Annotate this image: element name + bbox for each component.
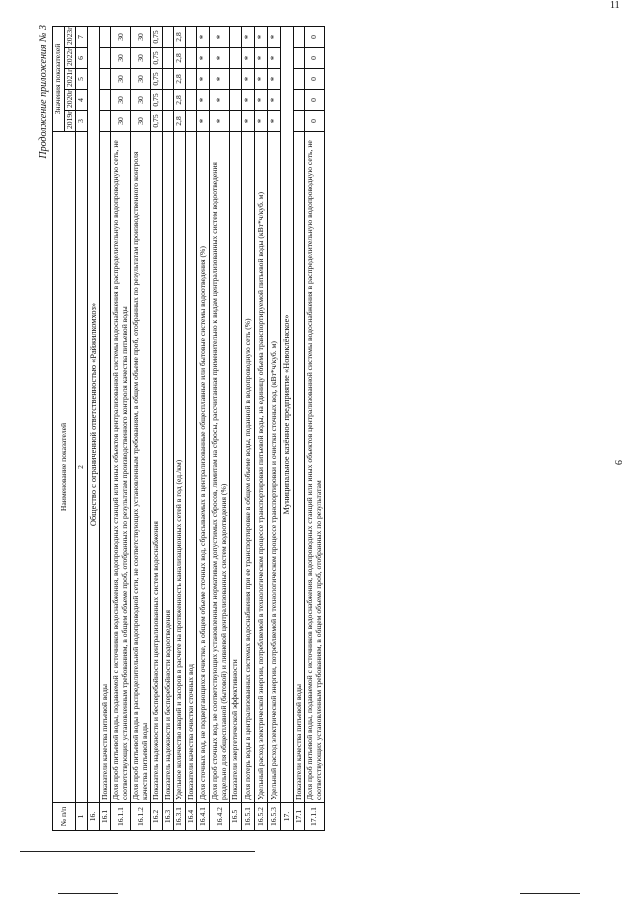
year-header: 2020г (64, 90, 76, 111)
row-value: 0,75 (151, 111, 163, 132)
row-number: 16.1.1 (111, 803, 131, 831)
row-value: 30 (131, 69, 151, 90)
row-value (230, 111, 242, 132)
row-value (185, 111, 197, 132)
row-name: Удельный расход электрической энергии, потребляемой в технологическом процессе транспортировки и очистки сточных вод, (кВт*ч/куб. м) (268, 132, 281, 803)
row-name: Доля проб питьевой воды в распределительной водопроводной сети, не соответствующих установленным требованиям, в общем объеме проб, отобранных по результатам производственного контроля качества питьевой воды (131, 132, 151, 803)
row-value: 0 (305, 27, 325, 48)
indicators-table (52, 26, 325, 831)
row-value: 30 (111, 48, 131, 69)
row-value: * (241, 48, 254, 69)
edge-mark: 11 (610, 0, 620, 11)
table-row (197, 27, 210, 831)
column-number: 1 (76, 803, 88, 831)
column-number: 3 (76, 111, 88, 132)
table-row (293, 27, 305, 831)
row-value: * (197, 69, 210, 90)
row-number: 16.3.1 (174, 803, 186, 831)
row-value (99, 48, 111, 69)
row-value (185, 27, 197, 48)
row-value: * (197, 111, 210, 132)
header-num: № п/п (53, 803, 76, 831)
row-value (293, 48, 305, 69)
row-value: 30 (131, 27, 151, 48)
group-number: 16. (87, 803, 99, 831)
page-number: 9 (612, 460, 623, 465)
row-number: 16.5.2 (255, 803, 268, 831)
table-row (131, 27, 151, 831)
row-name: Доля проб питьевой воды, подаваемой с источников водоснабжения, водопроводных станций или иных объектов централизованной системы водоснабжения в распределительную водопроводную сеть, не соответствующих установленным требованиям, в общем объеме проб, отобранных по результатам (305, 132, 325, 803)
table-row (268, 27, 281, 831)
row-name: Удельный расход электрической энергии, потребляемой в технологическом процессе транспортировки питьевой воды, на единицу объема транспортируемой питьевой воды (кВт*ч/куб. м) (255, 132, 268, 803)
row-name: Показатели качества питьевой воды (99, 132, 111, 803)
column-number: 4 (76, 90, 88, 111)
row-value: * (241, 69, 254, 90)
row-value: * (268, 48, 281, 69)
row-value (230, 69, 242, 90)
row-value: 30 (111, 90, 131, 111)
row-value (185, 48, 197, 69)
row-name: Показатели энергетической эффективности (230, 132, 242, 803)
row-value: 30 (111, 27, 131, 48)
row-value: * (255, 69, 268, 90)
column-number: 7 (76, 27, 88, 48)
row-value: 0 (305, 111, 325, 132)
row-value (293, 27, 305, 48)
header-name: Наименование показателей (53, 132, 76, 803)
table-row (185, 27, 197, 831)
row-value: 2,8 (174, 48, 186, 69)
row-value: 30 (111, 69, 131, 90)
row-value: 0,75 (151, 48, 163, 69)
row-value: 0,75 (151, 90, 163, 111)
row-value: * (197, 27, 210, 48)
row-value (230, 48, 242, 69)
row-number: 16.1.2 (131, 803, 151, 831)
row-name: Показатель надежности и бесперебойности водоотведения (162, 132, 174, 803)
row-value (230, 90, 242, 111)
row-value: * (210, 27, 230, 48)
column-number: 2 (76, 132, 88, 803)
table-row (210, 27, 230, 831)
row-value (99, 69, 111, 90)
row-value: 0 (305, 90, 325, 111)
row-number: 16.3 (162, 803, 174, 831)
row-value (99, 90, 111, 111)
row-value (162, 69, 174, 90)
row-value: * (241, 27, 254, 48)
row-value (185, 69, 197, 90)
row-value: * (268, 90, 281, 111)
header-note: Продолжение приложения № 3 (38, 25, 49, 159)
row-value: 0 (305, 69, 325, 90)
group-title: Общество с ограниченной ответственностью «Райжилкомхоз» (87, 27, 99, 803)
row-value (293, 111, 305, 132)
row-name: Доля проб сточных вод, не соответствующих установленным нормативам допустимых сбросов, лимитам на сбросы, рассчитанная применительно к видам централизованных систем водоотведения раздельно для общесплавной (бытовой) и ливневой централизованных систем водоотведения (%) (210, 132, 230, 803)
table-row (99, 27, 111, 831)
row-value: 0 (305, 48, 325, 69)
row-value (185, 90, 197, 111)
row-number: 17.1 (293, 803, 305, 831)
row-value (293, 69, 305, 90)
row-number: 16.1 (99, 803, 111, 831)
row-number: 16.4.1 (197, 803, 210, 831)
row-value (293, 90, 305, 111)
row-value: * (255, 27, 268, 48)
row-value (162, 27, 174, 48)
row-value (99, 111, 111, 132)
table-row (174, 27, 186, 831)
row-value: 30 (131, 48, 151, 69)
table-row (151, 27, 163, 831)
row-value: 2,8 (174, 90, 186, 111)
row-number: 16.5.3 (268, 803, 281, 831)
table-row (255, 27, 268, 831)
column-number: 5 (76, 69, 88, 90)
row-value (99, 27, 111, 48)
row-value (162, 48, 174, 69)
row-value: * (197, 90, 210, 111)
row-value: 2,8 (174, 69, 186, 90)
row-value: 2,8 (174, 111, 186, 132)
row-name: Удельное количество аварий и засоров в расчете на протяженность канализационных сетей в год (ед./км) (174, 132, 186, 803)
row-name: Показатель надежности и бесперебойности централизованных систем водоснабжения (151, 132, 163, 803)
row-value: 30 (131, 90, 151, 111)
group-row (281, 27, 293, 831)
row-value: * (255, 90, 268, 111)
row-value: 0,75 (151, 69, 163, 90)
row-value (162, 90, 174, 111)
row-number: 16.2 (151, 803, 163, 831)
row-name: Доля сточных вод, не подвергающихся очистке, в общем объеме сточных вод, сбрасываемых в централизованные общесплавные или бытовые системы водоотведения (%) (197, 132, 210, 803)
row-value: * (210, 48, 230, 69)
year-header: 2021г (64, 69, 76, 90)
row-value: * (241, 111, 254, 132)
row-name: Доля потерь воды в централизованных системах водоснабжения при ее транспортировке в общем объеме воды, поданной в водопроводную сеть (%) (241, 132, 254, 803)
row-value: * (255, 48, 268, 69)
row-value: 30 (111, 111, 131, 132)
table-row (162, 27, 174, 831)
row-value: 2,8 (174, 27, 186, 48)
row-value: * (210, 90, 230, 111)
table-row (111, 27, 131, 831)
row-value: * (255, 111, 268, 132)
row-value: * (268, 111, 281, 132)
row-value: * (197, 48, 210, 69)
table-row (230, 27, 242, 831)
row-name: Показатели качества питьевой воды (293, 132, 305, 803)
row-value: * (210, 111, 230, 132)
row-value: 30 (131, 111, 151, 132)
year-header: 2019г (64, 111, 76, 132)
table-row (305, 27, 325, 831)
row-value: * (210, 69, 230, 90)
row-value: * (268, 27, 281, 48)
row-value (230, 27, 242, 48)
row-name: Показатели качества очистки сточных вод (185, 132, 197, 803)
group-title: Муниципальное казённое предприятие «Новоклёнское» (281, 27, 293, 803)
row-number: 16.4 (185, 803, 197, 831)
row-value: * (268, 69, 281, 90)
group-row (87, 27, 99, 831)
year-header: 2023г (64, 27, 76, 48)
table-row (241, 27, 254, 831)
row-number: 17.1.1 (305, 803, 325, 831)
row-value (162, 111, 174, 132)
column-number: 6 (76, 48, 88, 69)
row-number: 16.5.1 (241, 803, 254, 831)
row-number: 16.4.2 (210, 803, 230, 831)
header-values: Значения показателей (53, 27, 65, 132)
row-value: * (241, 90, 254, 111)
row-value: 0,75 (151, 27, 163, 48)
row-number: 16.5 (230, 803, 242, 831)
year-header: 2022г (64, 48, 76, 69)
group-number: 17. (281, 803, 293, 831)
row-name: Доля проб питьевой воды, подаваемой с источников водоснабжения, водопроводных станций или иных объектов централизованной системы водоснабжения в распределительную водопроводную сеть, не соответствующих установленным требованиям, в общем объеме проб, отобранных по результатам производственного контроля качества питьевой воды (111, 132, 131, 803)
